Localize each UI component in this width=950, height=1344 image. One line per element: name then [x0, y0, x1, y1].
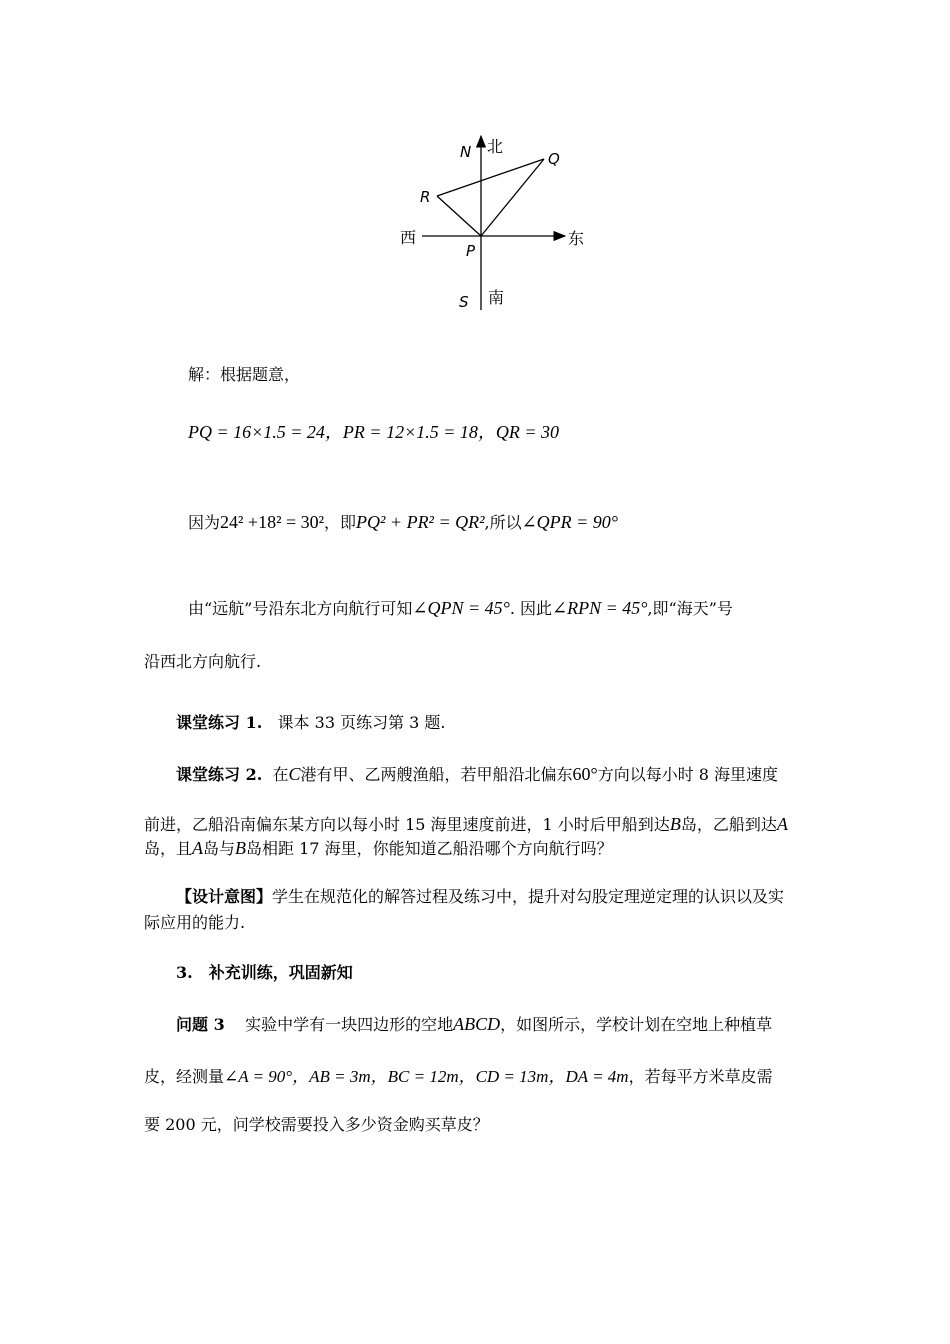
suoyi-eq: ∠QPR = 90° — [521, 512, 619, 532]
line3-c: ,即“海天”号 — [647, 599, 733, 618]
p3-l1a: 实验中学有一块四边形的空地 — [245, 1015, 454, 1034]
p2-point-a: A — [776, 814, 788, 834]
p2-l1d: 方向以每小时 8 海里速度 — [597, 765, 779, 784]
p3-l1c: ，如图所示，学校计划在空地上种植草 — [500, 1015, 773, 1034]
p2-l2a: 前进，乙船沿南偏东某方向以每小时 15 海里速度前进，1 小时后甲船到达 — [144, 815, 670, 834]
ji-text: ，即 — [324, 513, 357, 532]
practice2-label: 课堂练习 2. — [176, 765, 263, 784]
p2-point-b2: B — [235, 838, 247, 858]
p2-l3c: 岛与 — [203, 839, 236, 858]
p2-angle: 60° — [572, 764, 598, 784]
ji-eq: PQ² + PR² = QR² — [356, 512, 485, 532]
design-line2: 际应用的能力. — [144, 913, 246, 932]
p2-point-a2: A — [192, 838, 204, 858]
practice2-line1 — [176, 762, 778, 785]
p2-l1b: 港有甲、乙两艘渔船，若甲船沿北偏东 — [300, 765, 573, 784]
solution-line3 — [188, 596, 733, 619]
label-n: N — [460, 143, 472, 161]
problem3-line3: 要 200 元，问学校需要投入多少资金购买草皮？ — [144, 1115, 489, 1134]
because-eq: 24² +18² = 30² — [220, 512, 325, 532]
p2-l3e: 岛相距 17 海里，你能知道乙船沿哪个方向航行吗？ — [246, 839, 613, 858]
p2-l2c: 岛，乙船到达 — [680, 815, 777, 834]
p3-eq: ∠A = 90°，AB = 3m，BC = 12m，CD = 13m，DA = 4m — [224, 1067, 629, 1086]
label-north: 北 — [487, 137, 504, 156]
line3-a: 由“远航”号沿东北方向航行可知 — [188, 599, 413, 618]
line3-eq1: ∠QPN = 45° — [412, 598, 510, 618]
p2-l1a: 在 — [272, 765, 289, 784]
solution-eq-line: PQ = 16×1.5 = 24，PR = 12×1.5 = 18，QR = 30 — [188, 422, 560, 442]
label-west: 西 — [400, 228, 417, 247]
direction-figure — [380, 120, 620, 320]
solution-intro: 解：根据题意， — [188, 365, 301, 384]
segment-pr — [437, 196, 481, 236]
design-line1 — [176, 884, 784, 907]
suoyi-text: ,所以 — [484, 513, 522, 532]
label-p: P — [466, 242, 476, 260]
label-s: S — [459, 293, 469, 311]
p3-abcd: ABCD — [453, 1014, 501, 1034]
label-r: R — [420, 188, 431, 206]
practice2-line2 — [144, 812, 788, 835]
problem3-label: 问题 3 — [176, 1015, 225, 1034]
label-east: 东 — [568, 229, 585, 248]
practice1-label: 课堂练习 1. — [176, 713, 263, 732]
problem3-line2 — [144, 1062, 773, 1087]
because-prefix: 因为 — [188, 513, 221, 532]
label-south: 南 — [488, 288, 505, 307]
p3-l2b: ，若每平方米草皮需 — [628, 1067, 773, 1086]
line3-b: . 因此 — [509, 599, 552, 618]
design-label: 【设计意图】 — [176, 887, 273, 906]
practice1-text: 课本 33 页练习第 3 题. — [277, 713, 446, 732]
p2-point-c: C — [288, 764, 301, 784]
practice2-line3 — [144, 836, 613, 859]
solution-because-line — [188, 510, 618, 533]
section3-heading: 3. 补充训练，巩固新知 — [176, 963, 353, 982]
problem3-line1 — [176, 1012, 772, 1035]
p2-point-b: B — [669, 814, 681, 834]
segment-qr — [437, 159, 544, 196]
practice1 — [176, 710, 446, 733]
line3-eq2: ∠RPN = 45° — [552, 598, 648, 618]
p2-l3a: 岛，且 — [144, 839, 193, 858]
design-l1: 学生在规范化的解答过程及练习中，提升对勾股定理逆定理的认识以及实 — [272, 887, 785, 906]
p3-l2a: 皮，经测量 — [144, 1067, 225, 1086]
solution-line4: 沿西北方向航行. — [144, 652, 262, 671]
label-q: Q — [548, 150, 560, 168]
